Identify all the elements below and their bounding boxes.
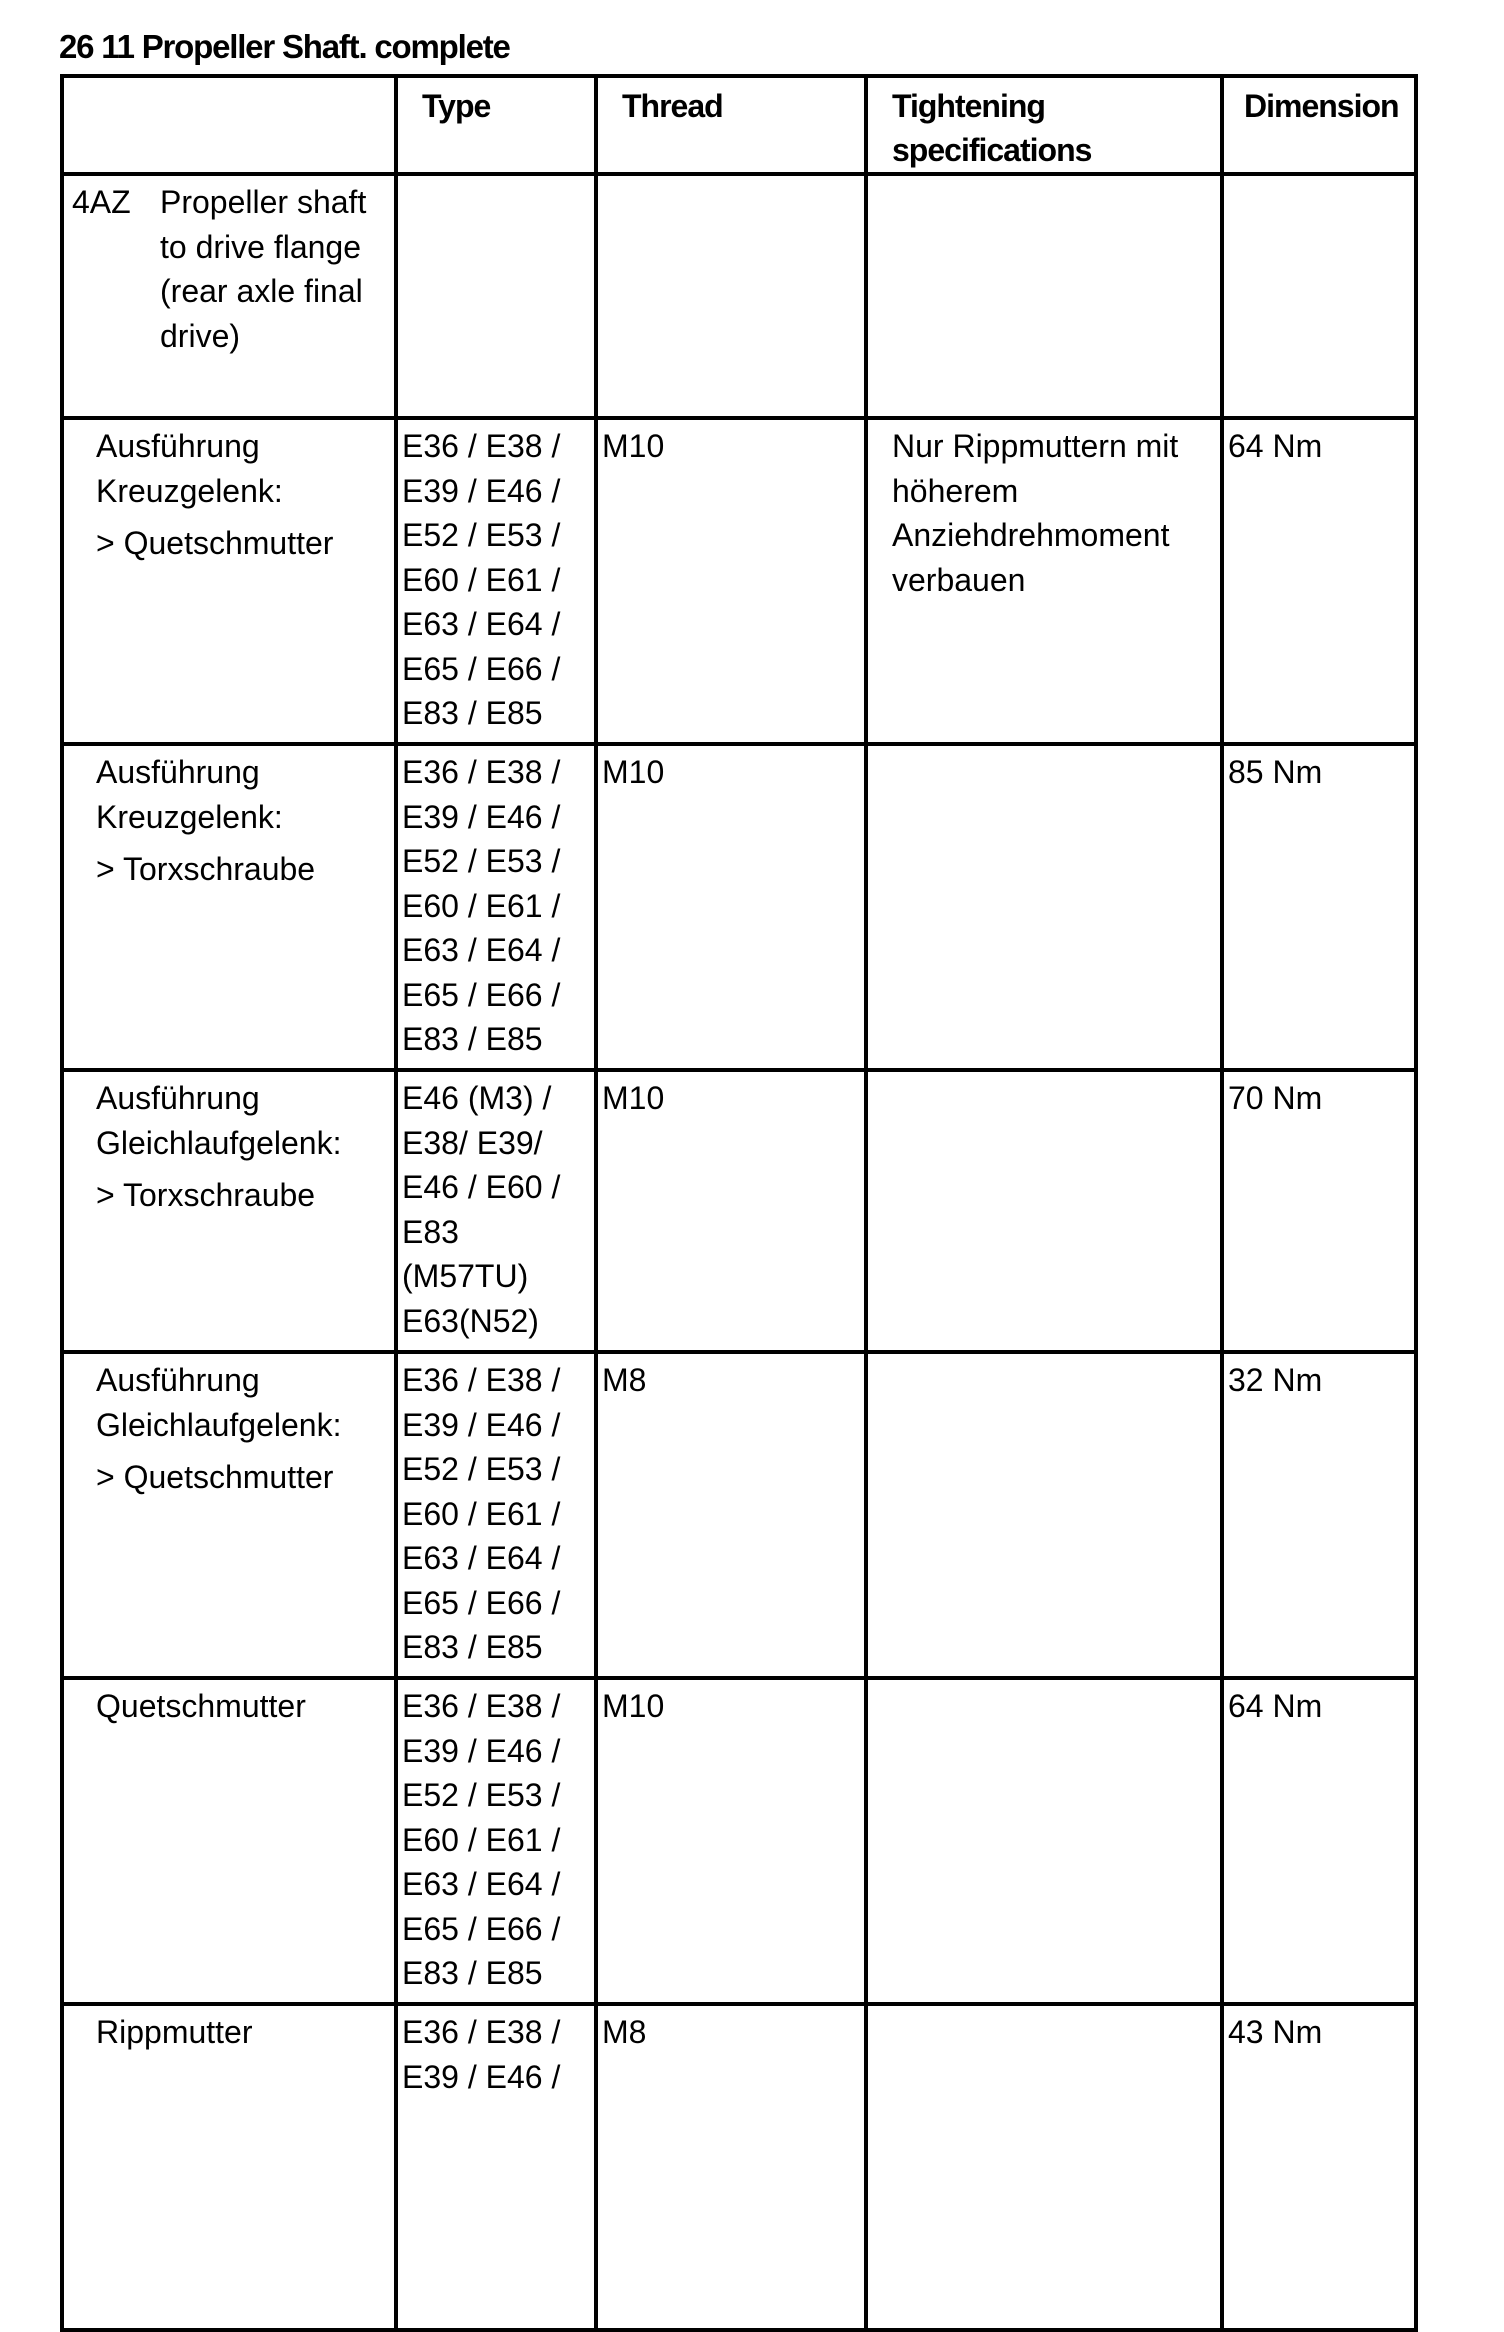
row-thread: M10	[596, 1070, 866, 1352]
row-variant: Rippmutter	[96, 2014, 253, 2050]
row-thread: M10	[596, 744, 866, 1070]
group-thread-cell	[596, 174, 866, 418]
row-variant: Ausführung Gleichlaufgelenk:	[96, 1362, 342, 1443]
group-dimension-cell	[1222, 174, 1416, 418]
row-thread: M10	[596, 418, 866, 744]
row-dimension: 70 Nm	[1222, 1070, 1416, 1352]
torque-spec-table	[60, 74, 1418, 2332]
row-fastener: > Quetschmutter	[96, 525, 334, 561]
row-description	[62, 2004, 396, 2330]
row-type: E36 / E38 / E39 / E46 /	[396, 2004, 596, 2330]
group-type-cell	[396, 174, 596, 418]
table-header-row	[62, 76, 1416, 174]
row-thread: M8	[596, 2004, 866, 2330]
row-tightening	[866, 1070, 1222, 1352]
row-dimension: 64 Nm	[1222, 418, 1416, 744]
row-variant: Quetschmutter	[96, 1688, 306, 1724]
row-thread: M8	[596, 1352, 866, 1678]
row-dimension: 32 Nm	[1222, 1352, 1416, 1678]
row-dimension: 64 Nm	[1222, 1678, 1416, 2004]
row-type: E46 (M3) / E38/ E39/ E46 / E60 / E83 (M57TU) E63(N52)	[396, 1070, 596, 1352]
row-thread: M10	[596, 1678, 866, 2004]
row-type: E36 / E38 / E39 / E46 / E52 / E53 / E60 / E61 / E63 / E64 / E65 / E66 / E83 / E85	[396, 1678, 596, 2004]
header-dimension: Dimension	[1222, 76, 1416, 174]
group-description: Propeller shaft to drive flange (rear axle final drive)	[160, 184, 367, 354]
group-cell	[62, 174, 396, 418]
header-tightening: Tightening specifications	[866, 76, 1222, 174]
row-tightening	[866, 2004, 1222, 2330]
table-row	[62, 1070, 1416, 1352]
row-tightening: Nur Rippmuttern mit höherem Anziehdrehmoment verbauen	[866, 418, 1222, 744]
group-row	[62, 174, 1416, 418]
table-row	[62, 744, 1416, 1070]
row-description	[62, 418, 396, 744]
row-variant: Ausführung Kreuzgelenk:	[96, 754, 283, 835]
row-dimension: 43 Nm	[1222, 2004, 1416, 2330]
row-fastener: > Torxschraube	[96, 851, 316, 887]
header-thread: Thread	[596, 76, 866, 174]
row-tightening	[866, 1352, 1222, 1678]
group-code: 4AZ	[72, 184, 131, 220]
row-tightening	[866, 1678, 1222, 2004]
row-dimension: 85 Nm	[1222, 744, 1416, 1070]
row-description	[62, 1070, 396, 1352]
table-row	[62, 1352, 1416, 1678]
row-variant: Ausführung Gleichlaufgelenk:	[96, 1080, 342, 1161]
group-tightening-cell	[866, 174, 1222, 418]
header-type: Type	[396, 76, 596, 174]
row-variant: Ausführung Kreuzgelenk:	[96, 428, 283, 509]
header-component	[62, 76, 396, 174]
row-fastener: > Torxschraube	[96, 1177, 316, 1213]
row-description	[62, 1678, 396, 2004]
row-tightening	[866, 744, 1222, 1070]
table-row	[62, 2004, 1416, 2330]
row-type: E36 / E38 / E39 / E46 / E52 / E53 / E60 / E61 / E63 / E64 / E65 / E66 / E83 / E85	[396, 744, 596, 1070]
row-description	[62, 744, 396, 1070]
row-description	[62, 1352, 396, 1678]
row-type: E36 / E38 / E39 / E46 / E52 / E53 / E60 / E61 / E63 / E64 / E65 / E66 / E83 / E85	[396, 418, 596, 744]
document-title: 26 11 Propeller Shaft. complete	[59, 28, 510, 65]
row-fastener: > Quetschmutter	[96, 1459, 334, 1495]
table-row	[62, 418, 1416, 744]
table-row	[62, 1678, 1416, 2004]
row-type: E36 / E38 / E39 / E46 / E52 / E53 / E60 / E61 / E63 / E64 / E65 / E66 / E83 / E85	[396, 1352, 596, 1678]
